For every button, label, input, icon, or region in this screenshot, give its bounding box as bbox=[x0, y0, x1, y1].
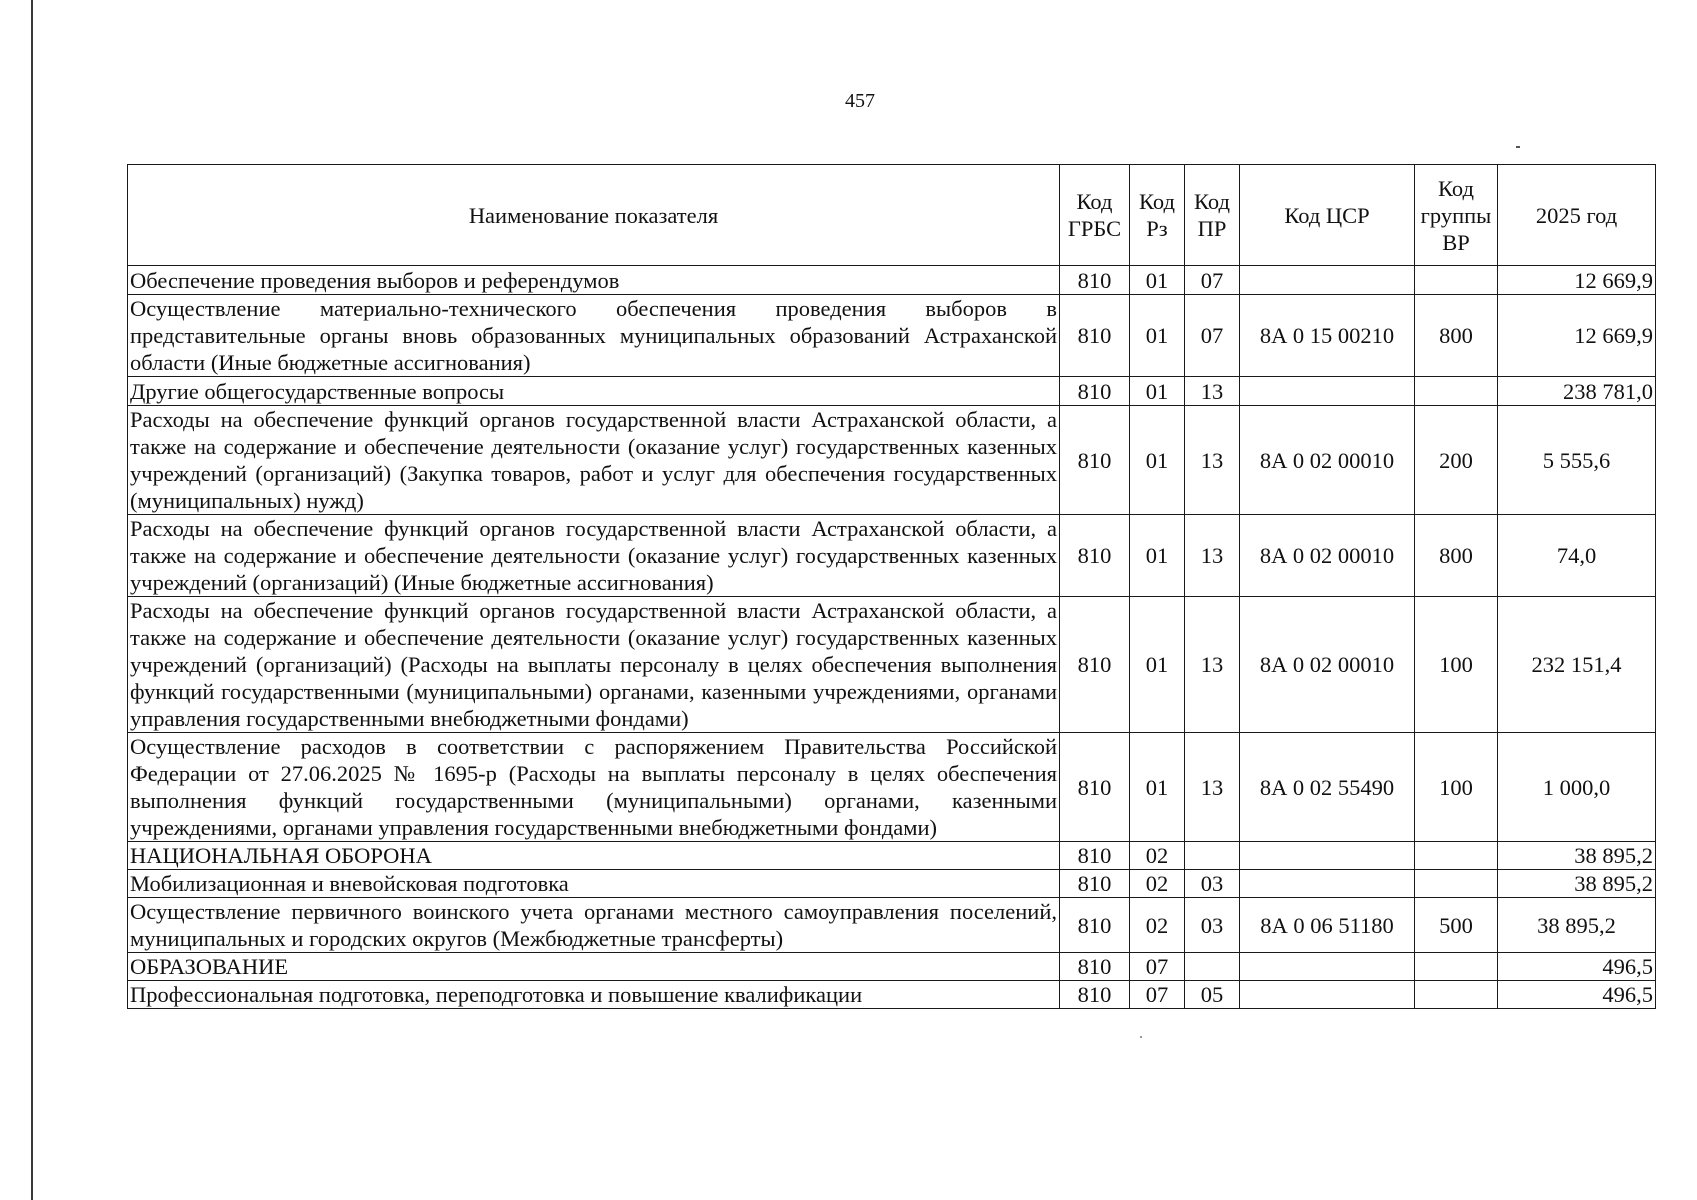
row-name: НАЦИОНАЛЬНАЯ ОБОРОНА bbox=[128, 842, 1060, 870]
row-amount: 38 895,2 bbox=[1498, 842, 1656, 870]
row-csr: 8А 0 15 00210 bbox=[1240, 295, 1415, 377]
row-name: Расходы на обеспечение функций органов государственной власти Астраханской области, а также на содержание и обеспечение деятельности (оказание услуг) государственных казенных учреждений (организаций) (Иные бюджетные ассигнования) bbox=[128, 515, 1060, 597]
row-grbs: 810 bbox=[1060, 406, 1130, 515]
table-row bbox=[128, 295, 1656, 377]
scan-speck bbox=[1140, 1036, 1142, 1038]
row-vr bbox=[1415, 266, 1498, 295]
row-pr: 13 bbox=[1185, 515, 1240, 597]
row-amount: 1 000,0 bbox=[1498, 733, 1656, 842]
row-csr: 8А 0 02 00010 bbox=[1240, 515, 1415, 597]
header-grbs-code: Код ГРБС bbox=[1060, 165, 1130, 266]
row-amount: 74,0 bbox=[1498, 515, 1656, 597]
row-rz: 01 bbox=[1130, 295, 1185, 377]
row-pr: 05 bbox=[1185, 981, 1240, 1009]
header-indicator-name: Наименование показателя bbox=[128, 165, 1060, 266]
table-row bbox=[128, 266, 1656, 295]
row-vr bbox=[1415, 953, 1498, 981]
row-name: Другие общегосударственные вопросы bbox=[128, 377, 1060, 406]
table-row bbox=[128, 597, 1656, 733]
table-row bbox=[128, 377, 1656, 406]
row-csr: 8А 0 02 00010 bbox=[1240, 597, 1415, 733]
scan-edge-line bbox=[31, 0, 33, 1200]
row-vr bbox=[1415, 981, 1498, 1009]
row-grbs: 810 bbox=[1060, 377, 1130, 406]
row-grbs: 810 bbox=[1060, 515, 1130, 597]
header-pr-code: Код ПР bbox=[1185, 165, 1240, 266]
row-vr: 800 bbox=[1415, 295, 1498, 377]
row-vr: 500 bbox=[1415, 898, 1498, 953]
row-csr: 8А 0 06 51180 bbox=[1240, 898, 1415, 953]
row-vr: 800 bbox=[1415, 515, 1498, 597]
row-rz: 02 bbox=[1130, 842, 1185, 870]
row-csr: 8А 0 02 00010 bbox=[1240, 406, 1415, 515]
row-amount: 496,5 bbox=[1498, 981, 1656, 1009]
row-rz: 01 bbox=[1130, 733, 1185, 842]
row-pr: 13 bbox=[1185, 406, 1240, 515]
row-csr: 8А 0 02 55490 bbox=[1240, 733, 1415, 842]
row-grbs: 810 bbox=[1060, 981, 1130, 1009]
row-vr bbox=[1415, 870, 1498, 898]
row-name: ОБРАЗОВАНИЕ bbox=[128, 953, 1060, 981]
row-rz: 07 bbox=[1130, 981, 1185, 1009]
row-name: Расходы на обеспечение функций органов государственной власти Астраханской области, а также на содержание и обеспечение деятельности (оказание услуг) государственных казенных учреждений (организаций) (Закупка товаров, работ и услуг для обеспечения государственных (муниципальных) нужд) bbox=[128, 406, 1060, 515]
header-rz-code: Код Рз bbox=[1130, 165, 1185, 266]
header-vr-group-code: Код группы ВР bbox=[1415, 165, 1498, 266]
scan-speck bbox=[1516, 146, 1520, 148]
row-vr: 200 bbox=[1415, 406, 1498, 515]
page-number: 457 bbox=[845, 90, 875, 112]
table-row bbox=[128, 406, 1656, 515]
row-name: Профессиональная подготовка, переподготовка и повышение квалификации bbox=[128, 981, 1060, 1009]
row-pr bbox=[1185, 953, 1240, 981]
table-header-row bbox=[128, 165, 1656, 266]
row-csr bbox=[1240, 953, 1415, 981]
row-csr bbox=[1240, 870, 1415, 898]
row-rz: 07 bbox=[1130, 953, 1185, 981]
row-grbs: 810 bbox=[1060, 266, 1130, 295]
row-pr: 03 bbox=[1185, 898, 1240, 953]
row-grbs: 810 bbox=[1060, 953, 1130, 981]
row-rz: 01 bbox=[1130, 406, 1185, 515]
row-grbs: 810 bbox=[1060, 295, 1130, 377]
row-name: Обеспечение проведения выборов и референдумов bbox=[128, 266, 1060, 295]
row-vr: 100 bbox=[1415, 733, 1498, 842]
row-name: Расходы на обеспечение функций органов государственной власти Астраханской области, а также на содержание и обеспечение деятельности (оказание услуг) государственных казенных учреждений (организаций) (Расходы на выплаты персоналу в целях обеспечения выполнения функций государственными (муниципальными) органами, казенными учреждениями, органами управления государственными внебюджетными фондами) bbox=[128, 597, 1060, 733]
row-csr bbox=[1240, 377, 1415, 406]
row-rz: 01 bbox=[1130, 266, 1185, 295]
row-amount: 12 669,9 bbox=[1498, 266, 1656, 295]
row-amount: 496,5 bbox=[1498, 953, 1656, 981]
table-row bbox=[128, 515, 1656, 597]
row-vr: 100 bbox=[1415, 597, 1498, 733]
row-grbs: 810 bbox=[1060, 870, 1130, 898]
table-row bbox=[128, 842, 1656, 870]
row-name: Мобилизационная и вневойсковая подготовка bbox=[128, 870, 1060, 898]
row-amount: 5 555,6 bbox=[1498, 406, 1656, 515]
row-name: Осуществление расходов в соответствии с распоряжением Правительства Российской Федерации от 27.06.2025 № 1695-р (Расходы на выплаты персоналу в целях обеспечения выполнения функций государственными (муниципальными) органами, казенными учреждениями, органами управления государственными внебюджетными фондами) bbox=[128, 733, 1060, 842]
table-row bbox=[128, 733, 1656, 842]
row-rz: 02 bbox=[1130, 898, 1185, 953]
row-name: Осуществление материально-технического обеспечения проведения выборов в представительные органы вновь образованных муниципальных образований Астраханской области (Иные бюджетные ассигнования) bbox=[128, 295, 1060, 377]
row-csr bbox=[1240, 842, 1415, 870]
row-rz: 02 bbox=[1130, 870, 1185, 898]
row-vr bbox=[1415, 842, 1498, 870]
table-row bbox=[128, 953, 1656, 981]
header-csr-code: Код ЦСР bbox=[1240, 165, 1415, 266]
row-amount: 238 781,0 bbox=[1498, 377, 1656, 406]
row-grbs: 810 bbox=[1060, 842, 1130, 870]
budget-table bbox=[127, 164, 1656, 1009]
row-rz: 01 bbox=[1130, 597, 1185, 733]
row-csr bbox=[1240, 981, 1415, 1009]
row-name: Осуществление первичного воинского учета органами местного самоуправления поселений, муниципальных и городских округов (Межбюджетные трансферты) bbox=[128, 898, 1060, 953]
header-year-2025: 2025 год bbox=[1498, 165, 1656, 266]
row-amount: 12 669,9 bbox=[1498, 295, 1656, 377]
row-pr: 03 bbox=[1185, 870, 1240, 898]
row-pr: 07 bbox=[1185, 266, 1240, 295]
row-csr bbox=[1240, 266, 1415, 295]
row-amount: 232 151,4 bbox=[1498, 597, 1656, 733]
row-grbs: 810 bbox=[1060, 597, 1130, 733]
row-amount: 38 895,2 bbox=[1498, 898, 1656, 953]
row-amount: 38 895,2 bbox=[1498, 870, 1656, 898]
row-pr: 13 bbox=[1185, 597, 1240, 733]
row-pr: 07 bbox=[1185, 295, 1240, 377]
row-pr: 13 bbox=[1185, 733, 1240, 842]
row-pr: 13 bbox=[1185, 377, 1240, 406]
row-pr bbox=[1185, 842, 1240, 870]
table-row bbox=[128, 981, 1656, 1009]
row-vr bbox=[1415, 377, 1498, 406]
row-rz: 01 bbox=[1130, 377, 1185, 406]
table-row bbox=[128, 898, 1656, 953]
table-row bbox=[128, 870, 1656, 898]
row-rz: 01 bbox=[1130, 515, 1185, 597]
row-grbs: 810 bbox=[1060, 898, 1130, 953]
row-grbs: 810 bbox=[1060, 733, 1130, 842]
